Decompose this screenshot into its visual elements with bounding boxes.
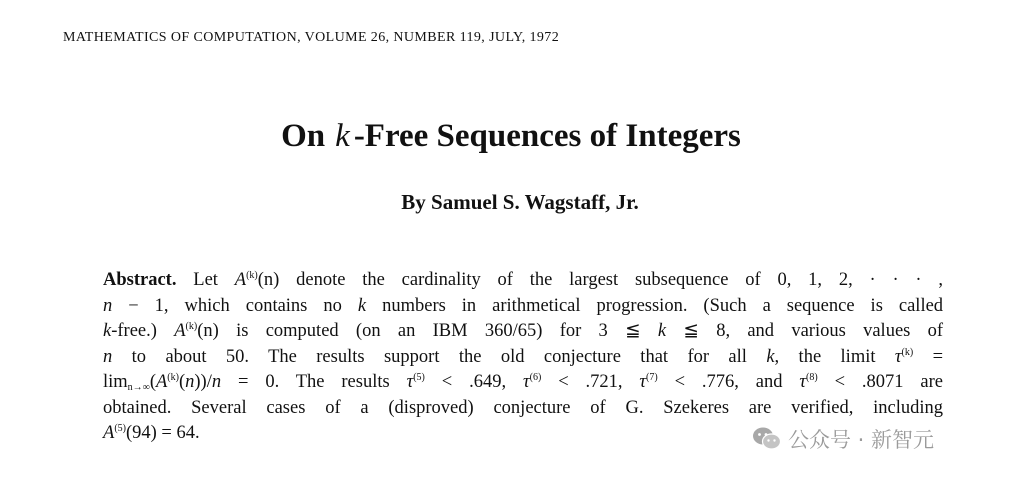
math-superscript: (k) xyxy=(167,372,179,383)
math-tau: τ xyxy=(894,346,902,367)
math-paren: ( xyxy=(149,372,156,392)
abstract-text: , the limit xyxy=(774,346,876,367)
abstract-value: < .776, and xyxy=(674,372,783,392)
math-tau: τ xyxy=(639,372,647,392)
math-tau: τ xyxy=(523,372,530,392)
author-line: By Samuel S. Wagstaff, Jr. xyxy=(401,190,639,214)
math-tau: τ xyxy=(799,372,807,392)
paper-title xyxy=(0,118,1022,155)
title-part1: On xyxy=(281,118,326,154)
abstract xyxy=(103,268,943,447)
title-part2: -Free Sequences of Integers xyxy=(353,118,741,154)
running-head xyxy=(63,30,559,46)
abstract-value: < .8071 are xyxy=(834,372,944,392)
abstract-text: ≦ 8, and various values of xyxy=(683,321,944,341)
math-superscript: (5) xyxy=(413,372,425,383)
math-paren: ))/ xyxy=(194,372,212,392)
math-superscript: (6) xyxy=(529,372,542,383)
abstract-text: to about 50. The results support the old conjecture that for all xyxy=(131,346,747,367)
math-n: n xyxy=(103,295,113,316)
abstract-label: Abstract. xyxy=(103,270,177,290)
abstract-text: -free.) xyxy=(111,321,157,341)
math-subscript: n→∞ xyxy=(127,382,150,393)
math-k: k xyxy=(357,295,367,316)
math-arg: (n) xyxy=(197,321,219,341)
math-k: k xyxy=(103,321,112,341)
math-n: n xyxy=(211,372,222,392)
abstract-value: < .721, xyxy=(558,372,623,392)
math-paren: ( xyxy=(178,372,186,392)
wechat-icon xyxy=(752,426,782,452)
math-k: k xyxy=(766,346,775,367)
math-superscript: (8) xyxy=(806,372,818,383)
math-n: n xyxy=(185,372,195,392)
abstract-line-3 xyxy=(103,319,943,345)
math-A: A xyxy=(103,423,115,443)
math-lim: lim xyxy=(103,372,128,392)
math-superscript: (k) xyxy=(901,346,914,358)
abstract-text: numbers in arithmetical progression. (Such a sequence is called xyxy=(382,295,944,316)
abstract-text: Let xyxy=(193,270,218,290)
math-arg: (n) xyxy=(257,270,280,290)
watermark xyxy=(752,424,934,454)
abstract-text: denote the cardinality of the largest subsequence of 0, 1, 2, · · · , xyxy=(296,270,944,290)
abstract-text: is computed (on an IBM 360/65) for 3 ≦ xyxy=(236,321,641,341)
abstract-line-4 xyxy=(103,345,943,371)
abstract-text: = 0. The results xyxy=(238,372,390,392)
math-A: A xyxy=(174,321,186,341)
abstract-line-6: obtained. Several cases of a (disproved) conjecture of G. Szekeres are verified, including xyxy=(103,397,943,418)
abstract-line-2 xyxy=(103,294,943,320)
abstract-line-1 xyxy=(103,268,943,294)
math-A: A xyxy=(234,270,247,290)
math-superscript: (5) xyxy=(114,423,126,434)
math-n: n xyxy=(103,346,113,367)
math-superscript: (k) xyxy=(185,321,198,332)
math-tau: τ xyxy=(406,372,414,392)
math-A: A xyxy=(155,372,168,392)
running-head-text: MATHEMATICS OF COMPUTATION, VOLUME 26, NUMBER 119, JULY, 1972 xyxy=(63,30,560,45)
abstract-value: < .649, xyxy=(441,372,507,392)
math-k: k xyxy=(657,321,667,341)
title-variable-k: k xyxy=(335,118,350,154)
abstract-line-5 xyxy=(103,370,943,396)
abstract-text: (94) = 64. xyxy=(125,423,200,443)
math-superscript: (7) xyxy=(646,372,658,383)
watermark-text: 公众号 · 新智元 xyxy=(788,428,935,452)
math-equals: = xyxy=(932,346,944,367)
abstract-text: − 1, which contains no xyxy=(128,295,342,316)
math-superscript: (k) xyxy=(246,270,258,281)
